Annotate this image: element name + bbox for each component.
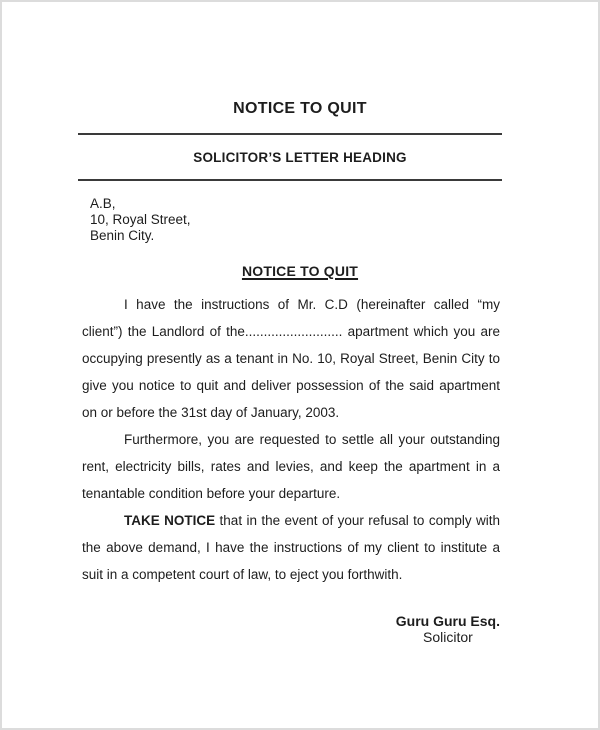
- paragraph-take-notice: [82, 507, 500, 588]
- paragraph-instructions: I have the instructions of Mr. C.D (hereinafter called “my client”) the Landlord of the.......................... apartment which you are occupying presently as a tenant in No. 10, Royal Street, Benin City to give you notice to quit and deliver possession of the said apartment on or before the 31st day of January, 2003.: [82, 297, 500, 420]
- paragraph-outstanding-dues: Furthermore, you are requested to settle all your outstanding rent, electricity bills, rates and levies, and keep the apartment in a tenantable condition before your departure.: [82, 432, 500, 501]
- recipient-address-block: [90, 196, 598, 244]
- signature-name: Guru Guru Esq.: [395, 613, 500, 629]
- address-line-city: Benin City.: [90, 228, 155, 243]
- signature-role: Solicitor: [422, 629, 473, 645]
- take-notice-rest: that in the event of your refusal to comply with the above demand, I have the instructions of my client to institute a suit in a competent court of law, to eject you forthwith.: [82, 513, 500, 582]
- signature-block: [2, 613, 500, 645]
- letterhead-title: SOLICITOR’S LETTER HEADING: [193, 150, 407, 165]
- document-title: NOTICE TO QUIT: [233, 100, 367, 117]
- notice-heading: NOTICE TO QUIT: [241, 263, 359, 279]
- horizontal-rule-bottom: [78, 179, 502, 181]
- take-notice-lead: TAKE NOTICE: [124, 513, 216, 528]
- signature-inner: [396, 613, 500, 645]
- address-line-name: A.B,: [90, 196, 116, 211]
- address-line-street: 10, Royal Street,: [90, 212, 191, 227]
